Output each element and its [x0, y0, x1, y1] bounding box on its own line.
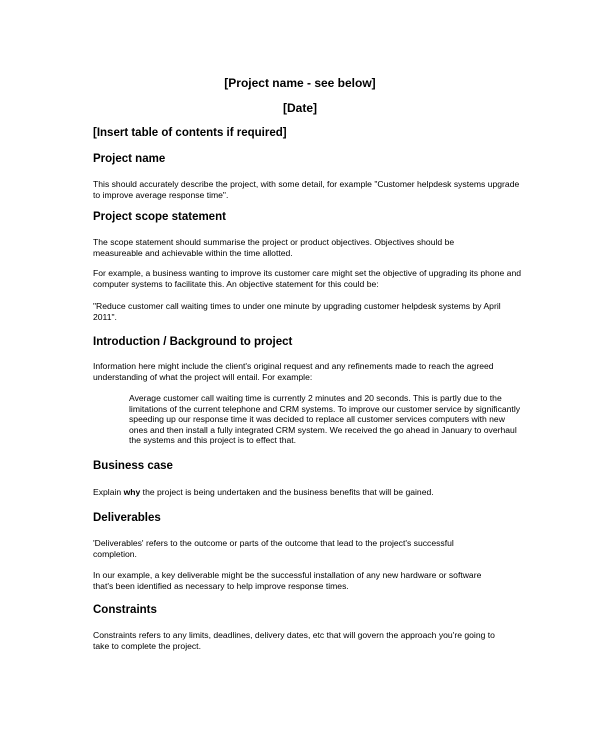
heading-introduction: Introduction / Background to project — [93, 336, 293, 348]
scope-para-1: The scope statement should summarise the project or product objectives. Objectives should be measureable and achievable within the time allotted. — [93, 237, 455, 258]
deliverables-para-2: In our example, a key deliverable might be the successful installation of any new hardware or software that's been identified as necessary to help improve response times. — [93, 570, 482, 591]
business-case-emphasis: why — [123, 487, 141, 497]
introduction-para-1: Information here might include the client's original request and any refinements made to reach the agreed understanding of what the project will entail. For example: — [93, 361, 494, 382]
date-title: [Date] — [282, 101, 317, 115]
business-case-text — [93, 487, 533, 498]
business-case-text-end: the project is being undertaken and the business benefits that will be gained. — [140, 487, 434, 497]
introduction-quote: Average customer call waiting time is currently 2 minutes and 20 seconds. This is partly due to the limitations of the current telephone and CRM systems. To improve our customer service by significantly speeding up our response time it was decided to replace all customer services computers with new ones and then install a fully integrated CRM system. We received the go ahead in January to overhaul the systems and this project is to effect that. — [129, 393, 521, 445]
heading-project-name: Project name — [93, 153, 166, 165]
scope-para-2: For example, a business wanting to improve its customer care might set the objective of upgrading its phone and computer systems to facilitate this. An objective statement for this could be: — [93, 268, 522, 289]
project-name-title: [Project name - see below] — [224, 76, 376, 90]
constraints-para-1: Constraints refers to any limits, deadlines, delivery dates, etc that will govern the approach you're going to take to complete the project. — [93, 630, 495, 651]
business-case-text-start: Explain — [93, 487, 124, 497]
heading-deliverables: Deliverables — [93, 512, 161, 524]
toc-note: [Insert table of contents if required] — [93, 127, 287, 139]
project-name-text: This should accurately describe the project, with some detail, for example "Customer helpdesk systems upgrade to improve average response time". — [93, 179, 520, 200]
heading-scope: Project scope statement — [93, 211, 226, 223]
deliverables-para-1: 'Deliverables' refers to the outcome or parts of the outcome that lead to the project's successful completion. — [93, 538, 454, 559]
heading-constraints: Constraints — [93, 604, 157, 616]
heading-business-case: Business case — [93, 460, 173, 472]
scope-para-3: "Reduce customer call waiting times to under one minute by upgrading customer helpdesk systems by April 2011". — [93, 301, 501, 322]
